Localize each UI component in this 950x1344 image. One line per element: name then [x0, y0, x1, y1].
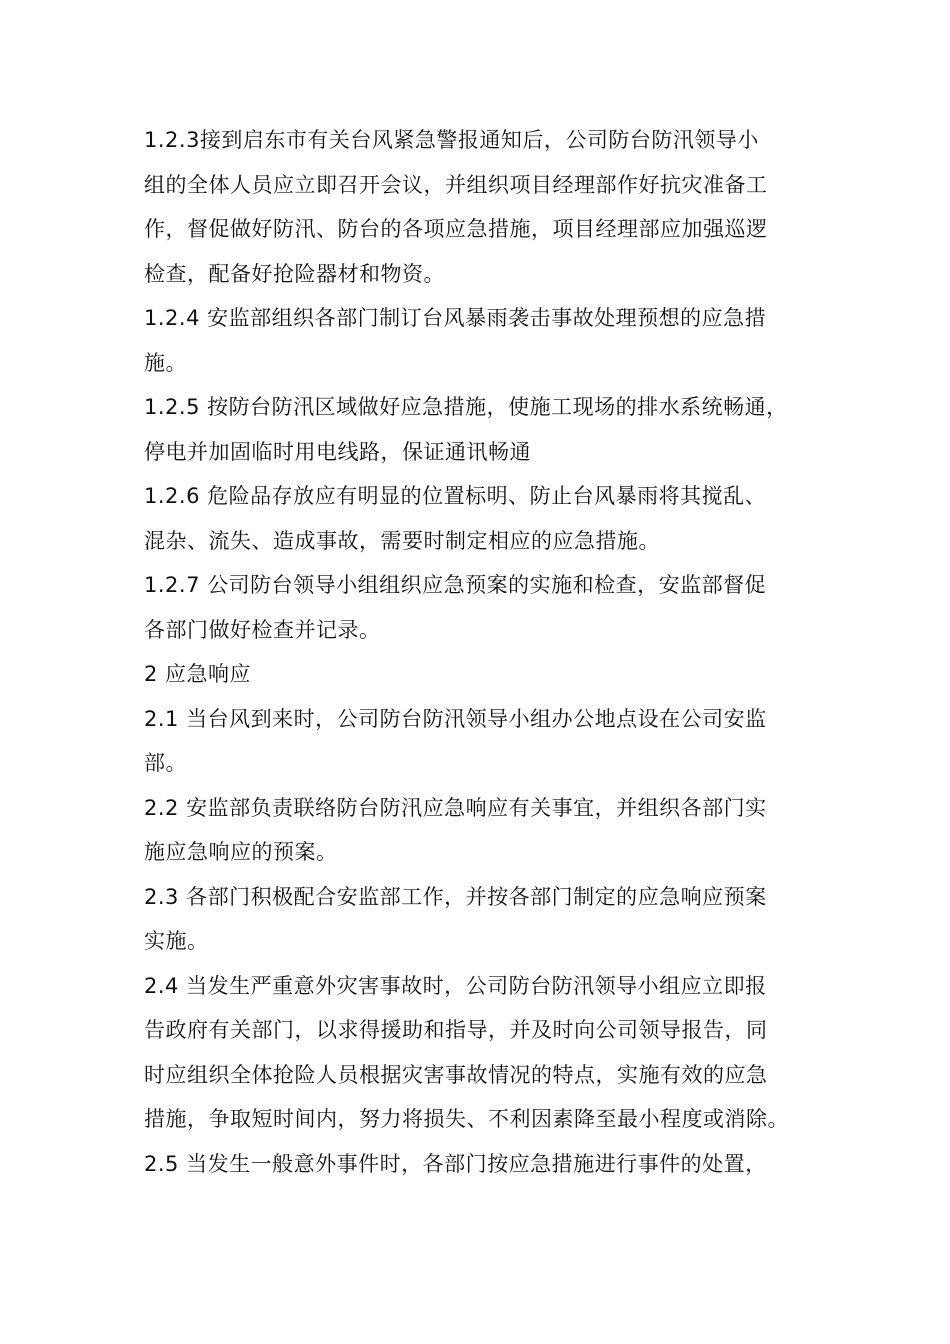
- text-line: 1.2.4 安监部组织各部门制订台风暴雨袭击事故处理预想的应急措: [144, 306, 767, 330]
- text-line: 告政府有关部门，以求得援助和指导，并及时向公司领导报告，同: [144, 1018, 768, 1042]
- text-line: 施应急响应的预案。: [144, 840, 338, 864]
- text-line: 组的全体人员应立即召开会议，并组织项目经理部作好抗灾准备工: [144, 172, 768, 197]
- text-line: 1.2.6 危险品存放应有明显的位置标明、防止台风暴雨将其搅乱、: [144, 484, 767, 508]
- text-line: 停电并加固临时用电线路，保证通讯畅通: [144, 439, 531, 464]
- text-line: 2.5 当发生一般意外事件时，各部门按应急措施进行事件的处置，: [144, 1151, 767, 1176]
- text-line: 1.2.5 按防台防汛区域做好应急措施，使施工现场的排水系统畅通，: [144, 395, 788, 419]
- text-line: 实施。: [144, 929, 209, 953]
- text-line: 部。: [144, 751, 187, 775]
- text-line: 时应组织全体抢险人员根据灾害事故情况的特点，实施有效的应急: [144, 1062, 768, 1087]
- document-body: [144, 118, 824, 1186]
- text-line: 混杂、流失、造成事故，需要时制定相应的应急措施。: [144, 528, 660, 553]
- text-line: 施。: [144, 350, 187, 375]
- text-line: 各部门做好检查并记录。: [144, 617, 381, 642]
- text-line: 2.3 各部门积极配合安监部工作，并按各部门制定的应急响应预案: [144, 884, 767, 909]
- text-line: 1.2.3接到启东市有关台风紧急警报通知后，公司防台防汛领导小: [144, 128, 759, 152]
- text-line: 2.2 安监部负责联络防台防汛应急响应有关事宜，并组织各部门实: [144, 795, 767, 820]
- text-line: 2.4 当发生严重意外灾害事故时，公司防台防汛领导小组应立即报: [144, 973, 767, 998]
- text-line: 1.2.7 公司防台领导小组组织应急预案的实施和检查，安监部督促: [144, 573, 767, 597]
- text-line: 2.1 当台风到来时，公司防台防汛领导小组办公地点设在公司安监: [144, 706, 767, 731]
- text-line: 措施，争取短时间内，努力将损失、不利因素降至最小程度或消除。: [144, 1107, 789, 1131]
- text-line: 检查，配备好抢险器材和物资。: [144, 261, 445, 286]
- text-line: 作，督促做好防汛、防台的各项应急措施，项目经理部应加强巡逻: [144, 217, 768, 241]
- section-heading: 2 应急响应: [144, 662, 252, 686]
